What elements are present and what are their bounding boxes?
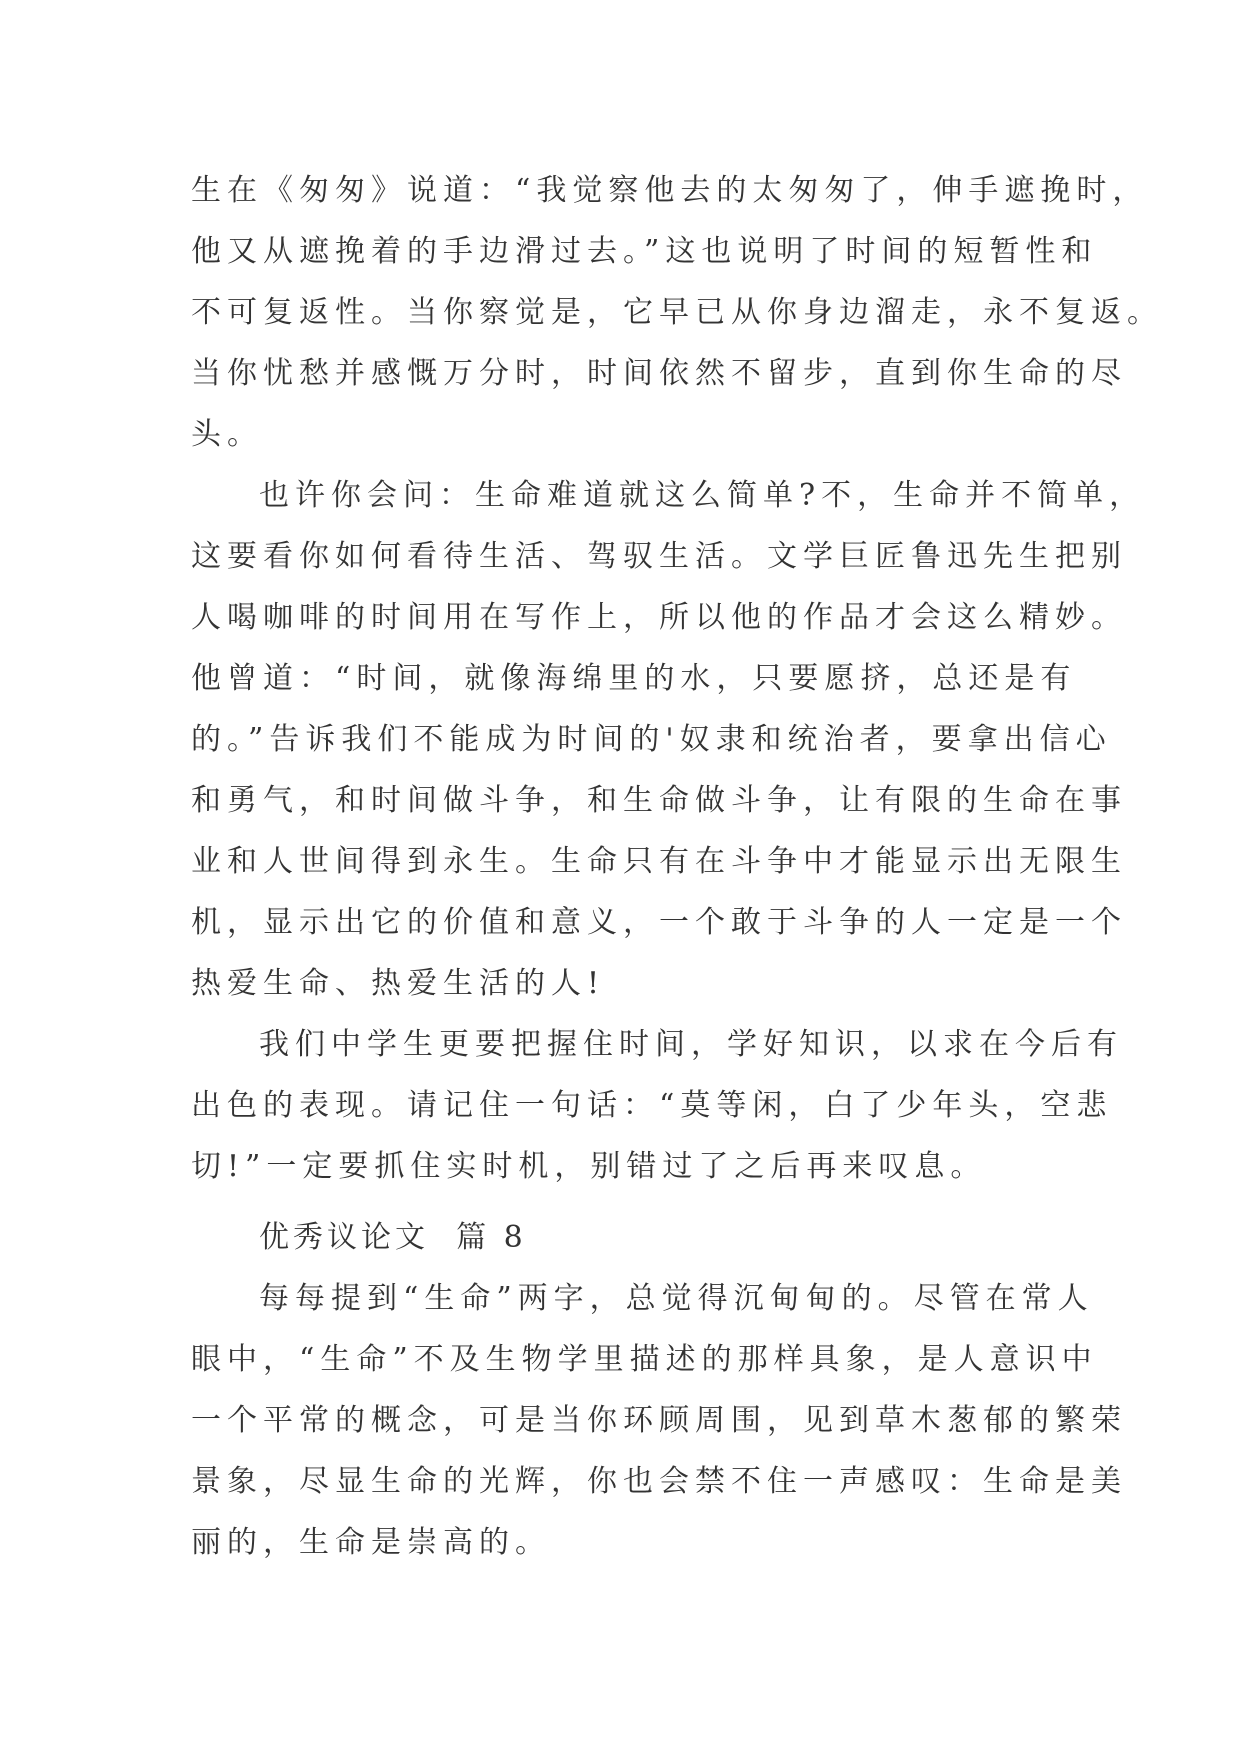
- paragraph-1-line: 不可复返性。当你察觉是，它早已从你身边溜走，永不复返。: [191, 295, 1163, 330]
- essay-section-body: [191, 1268, 1127, 1573]
- paragraph-2-line: 热爱生命、热爱生活的人!: [191, 966, 606, 1001]
- paragraph-4-line: 眼中，“生命”不及生物学里描述的那样具象，是人意识中: [191, 1342, 1098, 1377]
- paragraph-2-line: 的。”告诉我们不能成为时间的'奴隶和统治者，要拿出信心: [191, 722, 1112, 757]
- paragraph-2-line: 这要看你如何看待生活、驾驭生活。文学巨匠鲁迅先生把别: [191, 539, 1127, 574]
- paragraph-2-line: 机，显示出它的价值和意义，一个敢于斗争的人一定是一个: [191, 905, 1127, 940]
- paragraph-3-line: 出色的表现。请记住一句话：“莫等闲，白了少年头，空悲: [191, 1088, 1113, 1123]
- paragraph-1-line: 头。: [191, 417, 263, 452]
- paragraph-3-line: 切!”一定要抓住实时机，别错过了之后再来叹息。: [191, 1149, 987, 1184]
- paragraph-2-line: 和勇气，和时间做斗争，和生命做斗争，让有限的生命在事: [191, 783, 1127, 818]
- paragraph-4-line: 每每提到“生命”两字，总觉得沉甸甸的。尽管在常人: [259, 1281, 1094, 1316]
- paragraph-2-line: 业和人世间得到永生。生命只有在斗争中才能显示出无限生: [191, 844, 1127, 879]
- paragraph-2-line: 他曾道：“时间，就像海绵里的水，只要愿挤，总还是有: [191, 661, 1077, 696]
- paragraph-2-line: 人喝咖啡的时间用在写作上，所以他的作品才会这么精妙。: [191, 600, 1127, 635]
- paragraph-1-line: 他又从遮挽着的手边滑过去。”这也说明了时间的短暂性和: [191, 234, 1098, 269]
- paragraph-4-line: 景象，尽显生命的光辉，你也会禁不住一声感叹：生命是美: [191, 1464, 1127, 1499]
- essay-body: [191, 160, 1163, 1197]
- paragraph-3-line: 我们中学生更要把握住时间，学好知识，以求在今后有: [259, 1027, 1123, 1062]
- paragraph-4-line: 丽的，生命是崇高的。: [191, 1525, 551, 1560]
- paragraph-1-line: 生在《匆匆》说道：“我觉察他去的太匆匆了，伸手遮挽时，: [191, 173, 1149, 208]
- section-heading: 优秀议论文 篇 8: [259, 1220, 527, 1255]
- paragraph-1-line: 当你忧愁并感慨万分时，时间依然不留步，直到你生命的尽: [191, 356, 1127, 391]
- paragraph-4-line: 一个平常的概念，可是当你环顾周围，见到草木葱郁的繁荣: [191, 1403, 1127, 1438]
- paragraph-2-line: 也许你会问：生命难道就这么简单?不，生命并不简单，: [259, 478, 1146, 513]
